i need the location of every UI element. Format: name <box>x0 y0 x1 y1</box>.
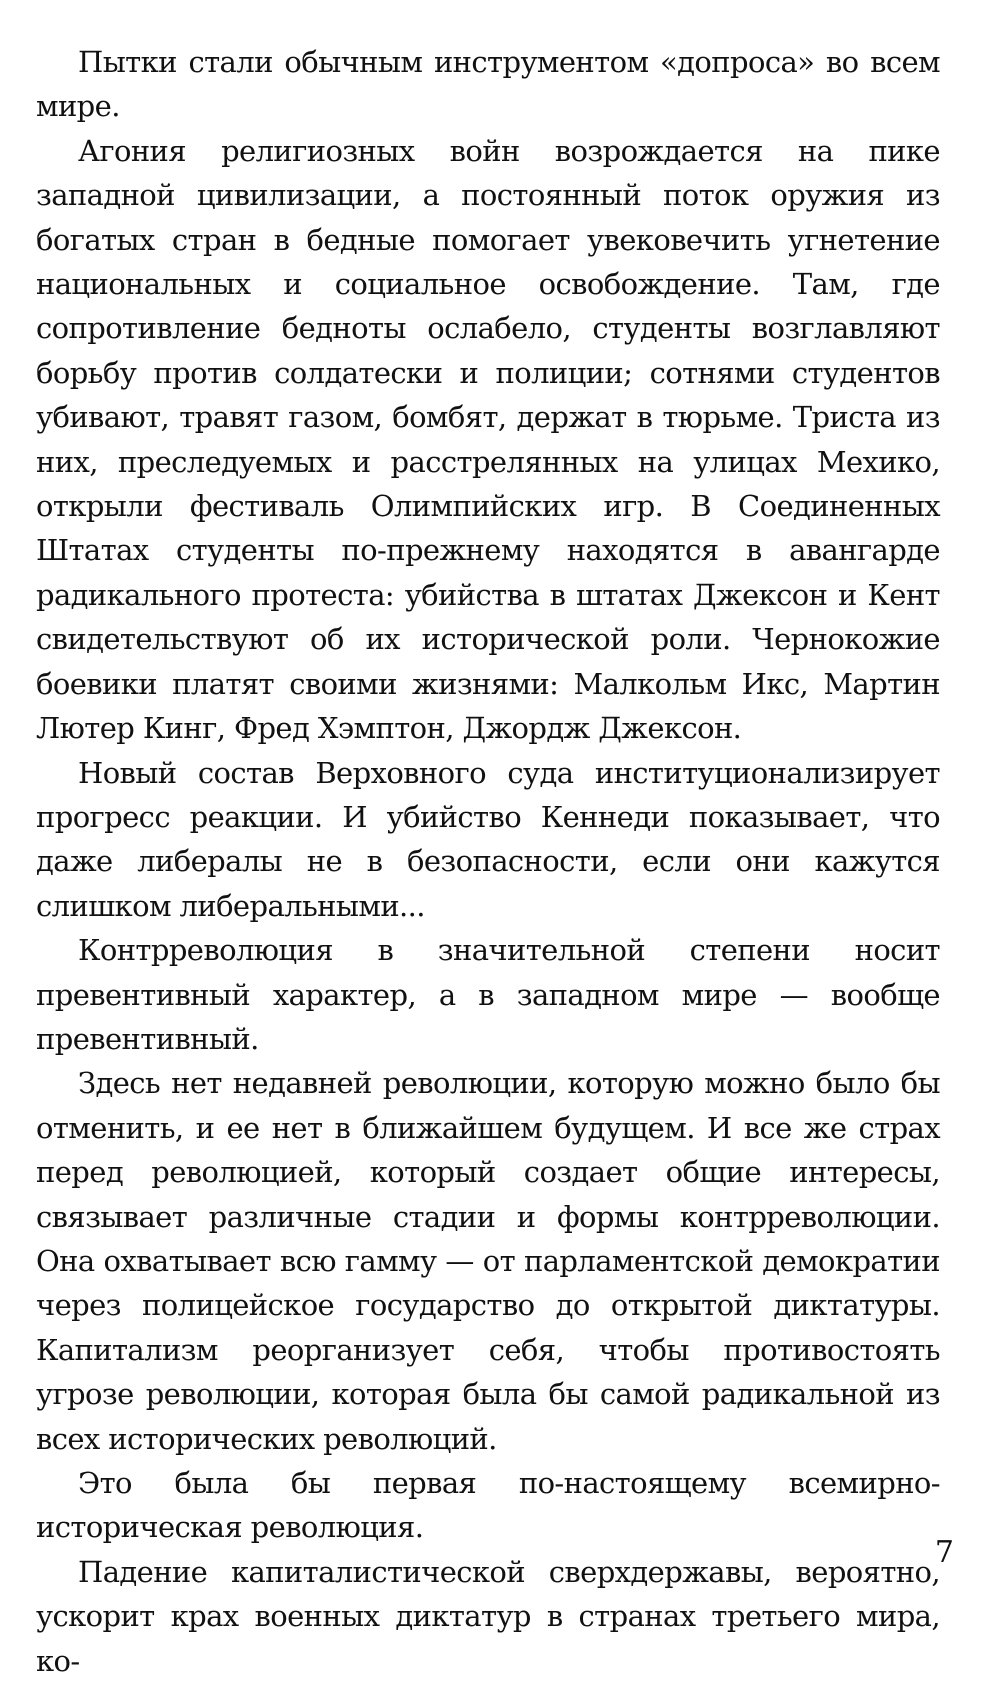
paragraph-6: Это была бы первая по-настоящему всемирно-историческая революция. <box>36 1466 940 1545</box>
paragraph-7: Падение капиталистической сверхдержавы, вероятно, ускорит крах военных диктатур в странах третьего мира, ко- <box>36 1554 940 1678</box>
paragraph-3: Новый состав Верховного суда институционализирует прогресс реакции. И убийство Кеннеди показывает, что даже либералы не в безопасности, если они кажутся слишком либеральными... <box>36 755 940 923</box>
paragraph-4: Контрреволюция в значительной степени носит превентивный характер, а в западном мире — вообще превентивный. <box>36 933 940 1056</box>
paragraph-1: Пытки стали обычным инструментом «допроса» во всем мире. <box>36 45 940 124</box>
paragraph-5: Здесь нет недавней революции, которую можно было бы отменить, и ее нет в ближайшем будущем. И все же страх перед революцией, который создает общие интересы, связывает различные стадии и формы контрреволюции. Она охватывает всю гамму — от парламентской демократии через полицейское государство до открытой диктатуры. Капитализм реорганизует себя, чтобы противостоять угрозе революции, которая была бы самой радикальной из всех исторических революций. <box>36 1066 940 1456</box>
paragraph-2: Агония религиозных войн возрождается на пике западной цивилизации, а постоянный поток оружия из богатых стран в бедные помогает увековечить угнетение национальных и социальное освобождение. Там, где сопротивление бедноты ослабело, студенты возглавляют борьбу против солдатески и полиции; сотнями студентов убивают, травят газом, бомбят, держат в тюрьме. Триста из них, преследуемых и расстрелянных на улицах Мехико, открыли фестиваль Олимпийских игр. В Соединенных Штатах студенты по-прежнему находятся в авангарде радикального протеста: убийства в штатах Джексон и Кент свидетельствуют об их исторической роли. Чернокожие боевики платят своими жизнями: Малкольм Икс, Мартин Лютер Кинг, Фред Хэмптон, Джордж Джексон. <box>36 133 940 746</box>
body-text <box>36 40 940 1683</box>
page-number: 7 <box>934 1535 954 1570</box>
